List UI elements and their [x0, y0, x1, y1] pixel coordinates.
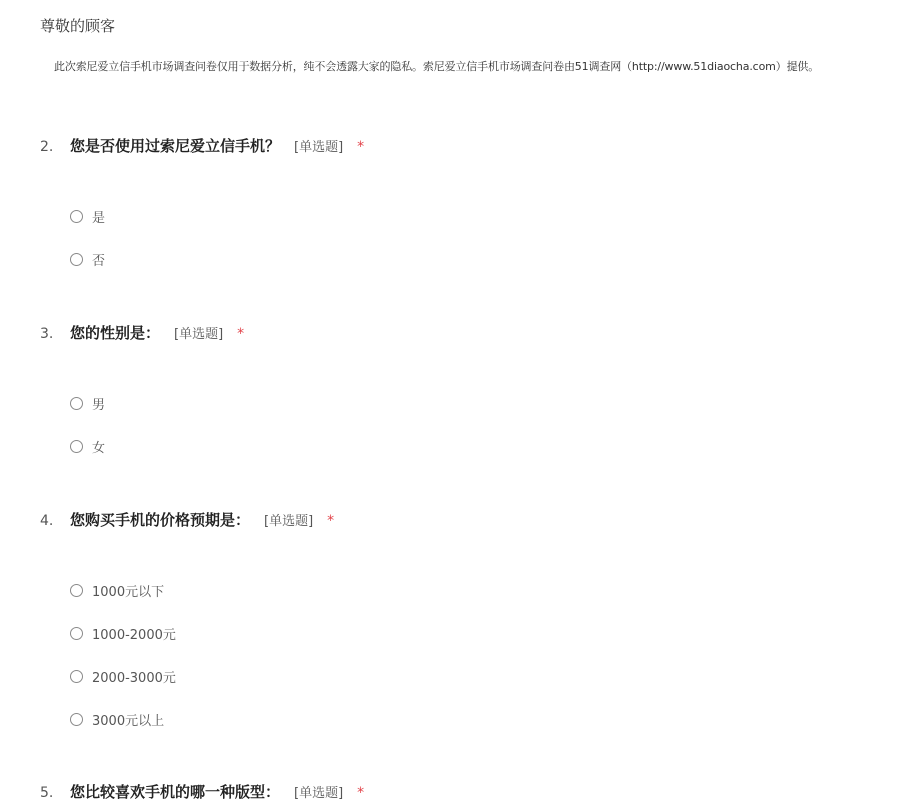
question-4 — [40, 509, 880, 729]
radio-button[interactable] — [70, 584, 83, 597]
option-female[interactable] — [70, 436, 105, 456]
required-marker: * — [327, 513, 335, 529]
question-type-tag: [单选题] — [174, 327, 224, 342]
survey-intro-text: 此次索尼爱立信手机市场调查问卷仅用于数据分析，纯不会透露大家的隐私。索尼爱立信手机市场调查问卷由51调查网（http://www.51diaocha.com）提供。 — [54, 60, 820, 73]
option-label: 2000-3000元 — [92, 670, 176, 686]
option-label: 否 — [92, 253, 106, 269]
option-male[interactable] — [70, 393, 105, 413]
required-marker: * — [237, 326, 245, 342]
required-marker: * — [357, 785, 365, 801]
question-3-title-row — [40, 322, 880, 344]
question-number: 2. — [40, 139, 54, 155]
question-3 — [40, 322, 880, 456]
question-2 — [40, 135, 880, 269]
radio-button[interactable] — [70, 397, 83, 410]
option-label: 1000-2000元 — [92, 627, 176, 643]
question-text: 您购买手机的价格预期是： — [70, 511, 251, 529]
option-no[interactable] — [70, 249, 105, 269]
option-price-under-1000[interactable] — [70, 580, 164, 600]
option-price-1000-2000[interactable] — [70, 623, 176, 643]
question-number: 5. — [40, 785, 54, 801]
radio-button[interactable] — [70, 627, 83, 640]
greeting-heading: 尊敬的顾客 — [40, 17, 116, 35]
question-text: 您比较喜欢手机的哪一种版型： — [70, 783, 281, 801]
option-label: 是 — [92, 210, 106, 226]
required-marker: * — [357, 139, 365, 155]
question-type-tag: [单选题] — [264, 514, 314, 529]
question-number: 4. — [40, 513, 54, 529]
option-price-over-3000[interactable] — [70, 709, 164, 729]
question-text: 您的性别是： — [70, 324, 161, 342]
question-type-tag: [单选题] — [294, 140, 344, 155]
option-label: 1000元以下 — [92, 584, 165, 600]
radio-button[interactable] — [70, 713, 83, 726]
question-4-title-row — [40, 509, 880, 531]
option-yes[interactable] — [70, 206, 105, 226]
question-text: 您是否使用过索尼爱立信手机？ — [70, 137, 281, 155]
radio-button[interactable] — [70, 210, 83, 223]
radio-button[interactable] — [70, 670, 83, 683]
option-price-2000-3000[interactable] — [70, 666, 176, 686]
option-label: 女 — [92, 440, 106, 456]
radio-button[interactable] — [70, 253, 83, 266]
radio-button[interactable] — [70, 440, 83, 453]
option-label: 男 — [92, 397, 106, 413]
option-label: 3000元以上 — [92, 713, 165, 729]
question-number: 3. — [40, 326, 54, 342]
question-type-tag: [单选题] — [294, 786, 344, 801]
question-2-title-row — [40, 135, 880, 157]
